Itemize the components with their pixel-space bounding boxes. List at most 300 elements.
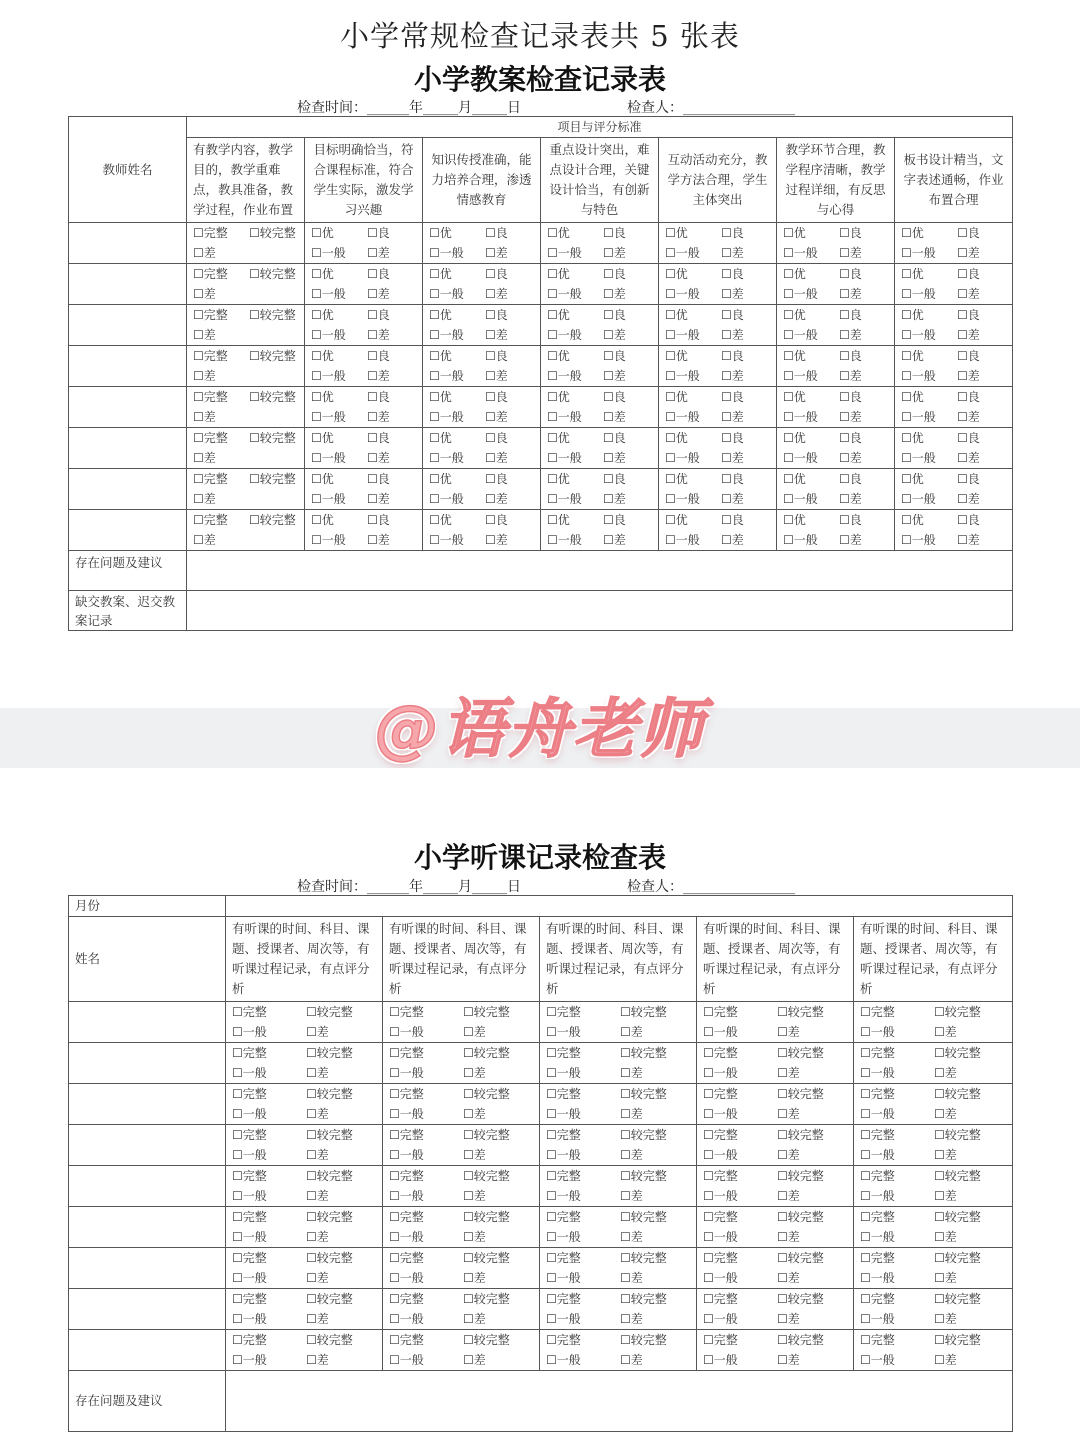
checkbox-option[interactable]: ☐差 <box>957 451 980 465</box>
checkbox-option[interactable]: ☐优 <box>311 431 334 445</box>
checkbox-option[interactable]: ☐一般 <box>311 246 346 260</box>
checkbox-option[interactable]: ☐较完整 <box>249 267 296 281</box>
checkbox-option[interactable]: ☐一般 <box>860 1148 895 1162</box>
checkbox-option[interactable]: ☐一般 <box>429 328 464 342</box>
checkbox-option[interactable]: ☐完整 <box>860 1333 895 1347</box>
checkbox-option[interactable]: ☐良 <box>485 267 508 281</box>
checkbox-option[interactable]: ☐完整 <box>193 308 228 322</box>
checkbox-option[interactable]: ☐完整 <box>193 431 228 445</box>
teacher-name-cell[interactable] <box>69 223 187 264</box>
checkbox-option[interactable]: ☐差 <box>934 1353 957 1367</box>
checkbox-option[interactable]: ☐较完整 <box>463 1210 510 1224</box>
checkbox-option[interactable]: ☐差 <box>957 533 980 547</box>
checkbox-option[interactable]: ☐差 <box>603 287 626 301</box>
name-cell[interactable] <box>69 1043 226 1084</box>
checkbox-option[interactable]: ☐较完整 <box>463 1292 510 1306</box>
checkbox-option[interactable]: ☐较完整 <box>306 1333 353 1347</box>
teacher-name-cell[interactable] <box>69 428 187 469</box>
checkbox-option[interactable]: ☐完整 <box>860 1169 895 1183</box>
checkbox-option[interactable]: ☐一般 <box>703 1066 738 1080</box>
checkbox-option[interactable]: ☐完整 <box>546 1087 581 1101</box>
checkbox-option[interactable]: ☐差 <box>620 1107 643 1121</box>
checkbox-option[interactable]: ☐优 <box>311 267 334 281</box>
checkbox-option[interactable]: ☐较完整 <box>934 1333 981 1347</box>
checkbox-option[interactable]: ☐较完整 <box>306 1169 353 1183</box>
name-cell[interactable] <box>69 1002 226 1043</box>
checkbox-option[interactable]: ☐完整 <box>193 472 228 486</box>
checkbox-option[interactable]: ☐差 <box>193 451 216 465</box>
checkbox-option[interactable]: ☐优 <box>665 390 688 404</box>
checkbox-option[interactable]: ☐一般 <box>860 1312 895 1326</box>
checkbox-option[interactable]: ☐差 <box>721 492 744 506</box>
checkbox-option[interactable]: ☐完整 <box>546 1333 581 1347</box>
checkbox-option[interactable]: ☐一般 <box>429 451 464 465</box>
checkbox-option[interactable]: ☐完整 <box>703 1169 738 1183</box>
checkbox-option[interactable]: ☐完整 <box>546 1005 581 1019</box>
checkbox-option[interactable]: ☐一般 <box>703 1353 738 1367</box>
checkbox-option[interactable]: ☐一般 <box>389 1353 424 1367</box>
checkbox-option[interactable]: ☐较完整 <box>620 1169 667 1183</box>
checkbox-option[interactable]: ☐差 <box>193 328 216 342</box>
inspector-field[interactable]: 检查人：________________ <box>627 100 795 116</box>
checkbox-option[interactable]: ☐较完整 <box>306 1251 353 1265</box>
checkbox-option[interactable]: ☐一般 <box>901 492 936 506</box>
checkbox-option[interactable]: ☐良 <box>839 267 862 281</box>
name-cell[interactable] <box>69 1248 226 1289</box>
checkbox-option[interactable]: ☐完整 <box>546 1128 581 1142</box>
checkbox-option[interactable]: ☐差 <box>485 328 508 342</box>
checkbox-option[interactable]: ☐良 <box>485 513 508 527</box>
checkbox-option[interactable]: ☐一般 <box>901 328 936 342</box>
checkbox-option[interactable]: ☐优 <box>429 349 452 363</box>
checkbox-option[interactable]: ☐一般 <box>665 492 700 506</box>
checkbox-option[interactable]: ☐差 <box>721 451 744 465</box>
checkbox-option[interactable]: ☐优 <box>547 308 570 322</box>
checkbox-option[interactable]: ☐一般 <box>665 410 700 424</box>
checkbox-option[interactable]: ☐较完整 <box>620 1251 667 1265</box>
checkbox-option[interactable]: ☐优 <box>783 308 806 322</box>
checkbox-option[interactable]: ☐差 <box>839 246 862 260</box>
checkbox-option[interactable]: ☐完整 <box>232 1128 267 1142</box>
checkbox-option[interactable]: ☐优 <box>547 226 570 240</box>
checkbox-option[interactable]: ☐差 <box>839 287 862 301</box>
checkbox-option[interactable]: ☐一般 <box>901 451 936 465</box>
checkbox-option[interactable]: ☐差 <box>934 1025 957 1039</box>
checkbox-option[interactable]: ☐一般 <box>232 1312 267 1326</box>
checkbox-option[interactable]: ☐完整 <box>232 1210 267 1224</box>
checkbox-option[interactable]: ☐优 <box>783 513 806 527</box>
checkbox-option[interactable]: ☐完整 <box>389 1005 424 1019</box>
checkbox-option[interactable]: ☐差 <box>306 1107 329 1121</box>
checkbox-option[interactable]: ☐良 <box>957 431 980 445</box>
checkbox-option[interactable]: ☐良 <box>603 472 626 486</box>
checkbox-option[interactable]: ☐一般 <box>546 1025 581 1039</box>
checkbox-option[interactable]: ☐良 <box>839 431 862 445</box>
checkbox-option[interactable]: ☐较完整 <box>620 1210 667 1224</box>
checkbox-option[interactable]: ☐一般 <box>703 1107 738 1121</box>
checkbox-option[interactable]: ☐优 <box>901 390 924 404</box>
checkbox-option[interactable]: ☐一般 <box>547 451 582 465</box>
checkbox-option[interactable]: ☐完整 <box>193 390 228 404</box>
checkbox-option[interactable]: ☐一般 <box>860 1189 895 1203</box>
checkbox-option[interactable]: ☐一般 <box>783 246 818 260</box>
checkbox-option[interactable]: ☐完整 <box>703 1046 738 1060</box>
checkbox-option[interactable]: ☐良 <box>839 472 862 486</box>
checkbox-option[interactable]: ☐一般 <box>546 1353 581 1367</box>
checkbox-option[interactable]: ☐良 <box>839 349 862 363</box>
checkbox-option[interactable]: ☐完整 <box>193 226 228 240</box>
checkbox-option[interactable]: ☐一般 <box>665 328 700 342</box>
checkbox-option[interactable]: ☐良 <box>721 267 744 281</box>
checkbox-option[interactable]: ☐一般 <box>703 1271 738 1285</box>
checkbox-option[interactable]: ☐差 <box>721 328 744 342</box>
checkbox-option[interactable]: ☐差 <box>485 369 508 383</box>
checkbox-option[interactable]: ☐差 <box>620 1148 643 1162</box>
checkbox-option[interactable]: ☐完整 <box>703 1087 738 1101</box>
checkbox-option[interactable]: ☐一般 <box>783 328 818 342</box>
checkbox-option[interactable]: ☐差 <box>721 369 744 383</box>
checkbox-option[interactable]: ☐完整 <box>389 1169 424 1183</box>
checkbox-option[interactable]: ☐差 <box>485 533 508 547</box>
checkbox-option[interactable]: ☐一般 <box>547 410 582 424</box>
checkbox-option[interactable]: ☐完整 <box>232 1169 267 1183</box>
checkbox-option[interactable]: ☐差 <box>777 1271 800 1285</box>
checkbox-option[interactable]: ☐差 <box>463 1066 486 1080</box>
checkbox-option[interactable]: ☐一般 <box>311 410 346 424</box>
checkbox-option[interactable]: ☐一般 <box>546 1271 581 1285</box>
checkbox-option[interactable]: ☐完整 <box>193 267 228 281</box>
checkbox-option[interactable]: ☐优 <box>429 390 452 404</box>
checkbox-option[interactable]: ☐差 <box>306 1189 329 1203</box>
checkbox-option[interactable]: ☐完整 <box>860 1128 895 1142</box>
checkbox-option[interactable]: ☐优 <box>429 226 452 240</box>
checkbox-option[interactable]: ☐一般 <box>429 492 464 506</box>
checkbox-option[interactable]: ☐较完整 <box>777 1169 824 1183</box>
checkbox-option[interactable]: ☐较完整 <box>463 1169 510 1183</box>
checkbox-option[interactable]: ☐优 <box>547 349 570 363</box>
checkbox-option[interactable]: ☐优 <box>783 472 806 486</box>
checkbox-option[interactable]: ☐良 <box>721 349 744 363</box>
checkbox-option[interactable]: ☐良 <box>839 390 862 404</box>
checkbox-option[interactable]: ☐差 <box>463 1312 486 1326</box>
checkbox-option[interactable]: ☐良 <box>721 390 744 404</box>
checkbox-option[interactable]: ☐完整 <box>546 1210 581 1224</box>
checkbox-option[interactable]: ☐完整 <box>703 1292 738 1306</box>
checkbox-option[interactable]: ☐一般 <box>311 287 346 301</box>
checkbox-option[interactable]: ☐一般 <box>389 1025 424 1039</box>
checkbox-option[interactable]: ☐差 <box>777 1025 800 1039</box>
checkbox-option[interactable]: ☐优 <box>901 513 924 527</box>
checkbox-option[interactable]: ☐一般 <box>311 451 346 465</box>
checkbox-option[interactable]: ☐一般 <box>232 1353 267 1367</box>
checkbox-option[interactable]: ☐良 <box>367 390 390 404</box>
checkbox-option[interactable]: ☐一般 <box>429 369 464 383</box>
checkbox-option[interactable]: ☐良 <box>603 513 626 527</box>
checkbox-option[interactable]: ☐差 <box>367 451 390 465</box>
checkbox-option[interactable]: ☐完整 <box>703 1210 738 1224</box>
checkbox-option[interactable]: ☐良 <box>957 308 980 322</box>
checkbox-option[interactable]: ☐优 <box>429 267 452 281</box>
checkbox-option[interactable]: ☐优 <box>665 226 688 240</box>
checkbox-option[interactable]: ☐良 <box>367 349 390 363</box>
checkbox-option[interactable]: ☐较完整 <box>777 1087 824 1101</box>
checkbox-option[interactable]: ☐差 <box>603 533 626 547</box>
checkbox-option[interactable]: ☐良 <box>367 308 390 322</box>
checkbox-option[interactable]: ☐一般 <box>547 533 582 547</box>
checkbox-option[interactable]: ☐一般 <box>547 287 582 301</box>
checkbox-option[interactable]: ☐一般 <box>232 1271 267 1285</box>
checkbox-option[interactable]: ☐差 <box>839 492 862 506</box>
checkbox-option[interactable]: ☐完整 <box>860 1087 895 1101</box>
checkbox-option[interactable]: ☐差 <box>777 1230 800 1244</box>
checkbox-option[interactable]: ☐完整 <box>232 1005 267 1019</box>
checkbox-option[interactable]: ☐较完整 <box>249 308 296 322</box>
checkbox-option[interactable]: ☐一般 <box>389 1230 424 1244</box>
checkbox-option[interactable]: ☐一般 <box>860 1107 895 1121</box>
checkbox-option[interactable]: ☐一般 <box>311 533 346 547</box>
checkbox-option[interactable]: ☐差 <box>957 369 980 383</box>
checkbox-option[interactable]: ☐优 <box>783 390 806 404</box>
checkbox-option[interactable]: ☐差 <box>463 1271 486 1285</box>
checkbox-option[interactable]: ☐差 <box>934 1312 957 1326</box>
checkbox-option[interactable]: ☐优 <box>547 390 570 404</box>
checkbox-option[interactable]: ☐完整 <box>232 1046 267 1060</box>
checkbox-option[interactable]: ☐一般 <box>901 246 936 260</box>
checkbox-option[interactable]: ☐差 <box>957 410 980 424</box>
checkbox-option[interactable]: ☐差 <box>839 369 862 383</box>
checkbox-option[interactable]: ☐差 <box>777 1148 800 1162</box>
checkbox-option[interactable]: ☐完整 <box>232 1087 267 1101</box>
checkbox-option[interactable]: ☐差 <box>957 246 980 260</box>
checkbox-option[interactable]: ☐差 <box>485 492 508 506</box>
checkbox-option[interactable]: ☐差 <box>306 1230 329 1244</box>
checkbox-option[interactable]: ☐较完整 <box>463 1251 510 1265</box>
checkbox-option[interactable]: ☐差 <box>367 246 390 260</box>
checkbox-option[interactable]: ☐良 <box>367 226 390 240</box>
checkbox-option[interactable]: ☐良 <box>603 308 626 322</box>
checkbox-option[interactable]: ☐较完整 <box>306 1128 353 1142</box>
checkbox-option[interactable]: ☐优 <box>783 226 806 240</box>
checkbox-option[interactable]: ☐良 <box>485 431 508 445</box>
checkbox-option[interactable]: ☐差 <box>777 1189 800 1203</box>
checkbox-option[interactable]: ☐良 <box>721 226 744 240</box>
checkbox-option[interactable]: ☐一般 <box>783 533 818 547</box>
checkbox-option[interactable]: ☐一般 <box>311 328 346 342</box>
checkbox-option[interactable]: ☐一般 <box>546 1066 581 1080</box>
checkbox-option[interactable]: ☐较完整 <box>620 1046 667 1060</box>
checkbox-option[interactable]: ☐差 <box>620 1271 643 1285</box>
checkbox-option[interactable]: ☐差 <box>721 533 744 547</box>
checkbox-option[interactable]: ☐差 <box>367 328 390 342</box>
checkbox-option[interactable]: ☐完整 <box>860 1251 895 1265</box>
checkbox-option[interactable]: ☐差 <box>934 1066 957 1080</box>
checkbox-option[interactable]: ☐一般 <box>665 533 700 547</box>
checkbox-option[interactable]: ☐完整 <box>860 1210 895 1224</box>
checkbox-option[interactable]: ☐差 <box>620 1025 643 1039</box>
checkbox-option[interactable]: ☐一般 <box>547 492 582 506</box>
checkbox-option[interactable]: ☐差 <box>306 1271 329 1285</box>
checkbox-option[interactable]: ☐完整 <box>546 1046 581 1060</box>
checkbox-option[interactable]: ☐较完整 <box>463 1087 510 1101</box>
name-cell[interactable] <box>69 1166 226 1207</box>
checkbox-option[interactable]: ☐优 <box>547 472 570 486</box>
checkbox-option[interactable]: ☐差 <box>777 1107 800 1121</box>
checkbox-option[interactable]: ☐差 <box>193 533 216 547</box>
checkbox-option[interactable]: ☐差 <box>193 369 216 383</box>
checkbox-option[interactable]: ☐完整 <box>389 1210 424 1224</box>
checkbox-option[interactable]: ☐较完整 <box>934 1251 981 1265</box>
checkbox-option[interactable]: ☐差 <box>463 1148 486 1162</box>
checkbox-option[interactable]: ☐较完整 <box>463 1046 510 1060</box>
checkbox-option[interactable]: ☐优 <box>311 308 334 322</box>
checkbox-option[interactable]: ☐完整 <box>389 1087 424 1101</box>
checkbox-option[interactable]: ☐良 <box>957 226 980 240</box>
checkbox-option[interactable]: ☐完整 <box>232 1292 267 1306</box>
checkbox-option[interactable]: ☐一般 <box>703 1189 738 1203</box>
checkbox-option[interactable]: ☐良 <box>721 513 744 527</box>
checkbox-option[interactable]: ☐较完整 <box>777 1210 824 1224</box>
checkbox-option[interactable]: ☐差 <box>193 246 216 260</box>
missing-input-cell[interactable] <box>187 591 1013 631</box>
checkbox-option[interactable]: ☐完整 <box>703 1005 738 1019</box>
checkbox-option[interactable]: ☐一般 <box>232 1025 267 1039</box>
checkbox-option[interactable]: ☐较完整 <box>934 1169 981 1183</box>
checkbox-option[interactable]: ☐差 <box>485 287 508 301</box>
checkbox-option[interactable]: ☐完整 <box>232 1251 267 1265</box>
checkbox-option[interactable]: ☐较完整 <box>934 1210 981 1224</box>
inspection-time-field-2[interactable]: 检查时间：______年_____月_____日 <box>297 879 521 895</box>
checkbox-option[interactable]: ☐一般 <box>429 287 464 301</box>
checkbox-option[interactable]: ☐良 <box>603 267 626 281</box>
checkbox-option[interactable]: ☐较完整 <box>463 1128 510 1142</box>
checkbox-option[interactable]: ☐良 <box>603 390 626 404</box>
checkbox-option[interactable]: ☐较完整 <box>306 1046 353 1060</box>
checkbox-option[interactable]: ☐良 <box>839 226 862 240</box>
checkbox-option[interactable]: ☐差 <box>957 492 980 506</box>
checkbox-option[interactable]: ☐一般 <box>860 1025 895 1039</box>
checkbox-option[interactable]: ☐差 <box>367 533 390 547</box>
checkbox-option[interactable]: ☐一般 <box>860 1066 895 1080</box>
checkbox-option[interactable]: ☐优 <box>665 308 688 322</box>
checkbox-option[interactable]: ☐完整 <box>546 1251 581 1265</box>
checkbox-option[interactable]: ☐良 <box>721 308 744 322</box>
checkbox-option[interactable]: ☐完整 <box>703 1251 738 1265</box>
checkbox-option[interactable]: ☐较完整 <box>463 1333 510 1347</box>
checkbox-option[interactable]: ☐良 <box>485 349 508 363</box>
checkbox-option[interactable]: ☐差 <box>934 1107 957 1121</box>
checkbox-option[interactable]: ☐良 <box>367 431 390 445</box>
checkbox-option[interactable]: ☐良 <box>721 472 744 486</box>
checkbox-option[interactable]: ☐差 <box>620 1189 643 1203</box>
checkbox-option[interactable]: ☐差 <box>721 410 744 424</box>
checkbox-option[interactable]: ☐较完整 <box>934 1128 981 1142</box>
checkbox-option[interactable]: ☐一般 <box>665 369 700 383</box>
checkbox-option[interactable]: ☐一般 <box>546 1148 581 1162</box>
checkbox-option[interactable]: ☐差 <box>957 328 980 342</box>
checkbox-option[interactable]: ☐一般 <box>547 246 582 260</box>
checkbox-option[interactable]: ☐较完整 <box>777 1046 824 1060</box>
checkbox-option[interactable]: ☐差 <box>485 410 508 424</box>
checkbox-option[interactable]: ☐差 <box>463 1353 486 1367</box>
checkbox-option[interactable]: ☐优 <box>783 431 806 445</box>
checkbox-option[interactable]: ☐优 <box>783 349 806 363</box>
checkbox-option[interactable]: ☐较完整 <box>777 1292 824 1306</box>
checkbox-option[interactable]: ☐较完整 <box>306 1292 353 1306</box>
checkbox-option[interactable]: ☐差 <box>306 1025 329 1039</box>
checkbox-option[interactable]: ☐差 <box>193 492 216 506</box>
checkbox-option[interactable]: ☐差 <box>777 1066 800 1080</box>
checkbox-option[interactable]: ☐优 <box>665 267 688 281</box>
checkbox-option[interactable]: ☐一般 <box>901 369 936 383</box>
name-cell[interactable] <box>69 1084 226 1125</box>
checkbox-option[interactable]: ☐良 <box>957 349 980 363</box>
checkbox-option[interactable]: ☐较完整 <box>463 1005 510 1019</box>
checkbox-option[interactable]: ☐良 <box>957 267 980 281</box>
teacher-name-cell[interactable] <box>69 305 187 346</box>
checkbox-option[interactable]: ☐差 <box>839 328 862 342</box>
checkbox-option[interactable]: ☐一般 <box>546 1312 581 1326</box>
checkbox-option[interactable]: ☐优 <box>901 472 924 486</box>
checkbox-option[interactable]: ☐良 <box>485 390 508 404</box>
checkbox-option[interactable]: ☐一般 <box>389 1312 424 1326</box>
checkbox-option[interactable]: ☐完整 <box>546 1169 581 1183</box>
checkbox-option[interactable]: ☐差 <box>367 492 390 506</box>
checkbox-option[interactable]: ☐优 <box>901 431 924 445</box>
checkbox-option[interactable]: ☐优 <box>429 308 452 322</box>
checkbox-option[interactable]: ☐一般 <box>429 246 464 260</box>
teacher-name-cell[interactable] <box>69 387 187 428</box>
checkbox-option[interactable]: ☐较完整 <box>777 1333 824 1347</box>
checkbox-option[interactable]: ☐较完整 <box>249 513 296 527</box>
checkbox-option[interactable]: ☐一般 <box>311 492 346 506</box>
problems-input-cell[interactable] <box>226 1371 1013 1432</box>
checkbox-option[interactable]: ☐一般 <box>232 1107 267 1121</box>
name-cell[interactable] <box>69 1125 226 1166</box>
checkbox-option[interactable]: ☐良 <box>957 390 980 404</box>
checkbox-option[interactable]: ☐优 <box>547 431 570 445</box>
checkbox-option[interactable]: ☐一般 <box>389 1107 424 1121</box>
checkbox-option[interactable]: ☐较完整 <box>620 1333 667 1347</box>
checkbox-option[interactable]: ☐一般 <box>703 1230 738 1244</box>
checkbox-option[interactable]: ☐一般 <box>232 1148 267 1162</box>
month-input-cell[interactable] <box>226 896 1013 917</box>
checkbox-option[interactable]: ☐差 <box>721 246 744 260</box>
checkbox-option[interactable]: ☐良 <box>367 472 390 486</box>
checkbox-option[interactable]: ☐一般 <box>783 369 818 383</box>
checkbox-option[interactable]: ☐一般 <box>783 287 818 301</box>
checkbox-option[interactable]: ☐差 <box>485 451 508 465</box>
checkbox-option[interactable]: ☐良 <box>603 226 626 240</box>
checkbox-option[interactable]: ☐差 <box>620 1312 643 1326</box>
checkbox-option[interactable]: ☐较完整 <box>249 349 296 363</box>
checkbox-option[interactable]: ☐优 <box>429 431 452 445</box>
checkbox-option[interactable]: ☐完整 <box>546 1292 581 1306</box>
checkbox-option[interactable]: ☐完整 <box>860 1046 895 1060</box>
checkbox-option[interactable]: ☐优 <box>547 267 570 281</box>
checkbox-option[interactable]: ☐一般 <box>860 1230 895 1244</box>
checkbox-option[interactable]: ☐差 <box>620 1066 643 1080</box>
checkbox-option[interactable]: ☐一般 <box>389 1189 424 1203</box>
teacher-name-cell[interactable] <box>69 469 187 510</box>
checkbox-option[interactable]: ☐良 <box>957 513 980 527</box>
checkbox-option[interactable]: ☐一般 <box>232 1189 267 1203</box>
checkbox-option[interactable]: ☐优 <box>901 226 924 240</box>
checkbox-option[interactable]: ☐差 <box>367 287 390 301</box>
checkbox-option[interactable]: ☐差 <box>603 369 626 383</box>
checkbox-option[interactable]: ☐完整 <box>389 1333 424 1347</box>
checkbox-option[interactable]: ☐较完整 <box>620 1128 667 1142</box>
checkbox-option[interactable]: ☐良 <box>839 308 862 322</box>
